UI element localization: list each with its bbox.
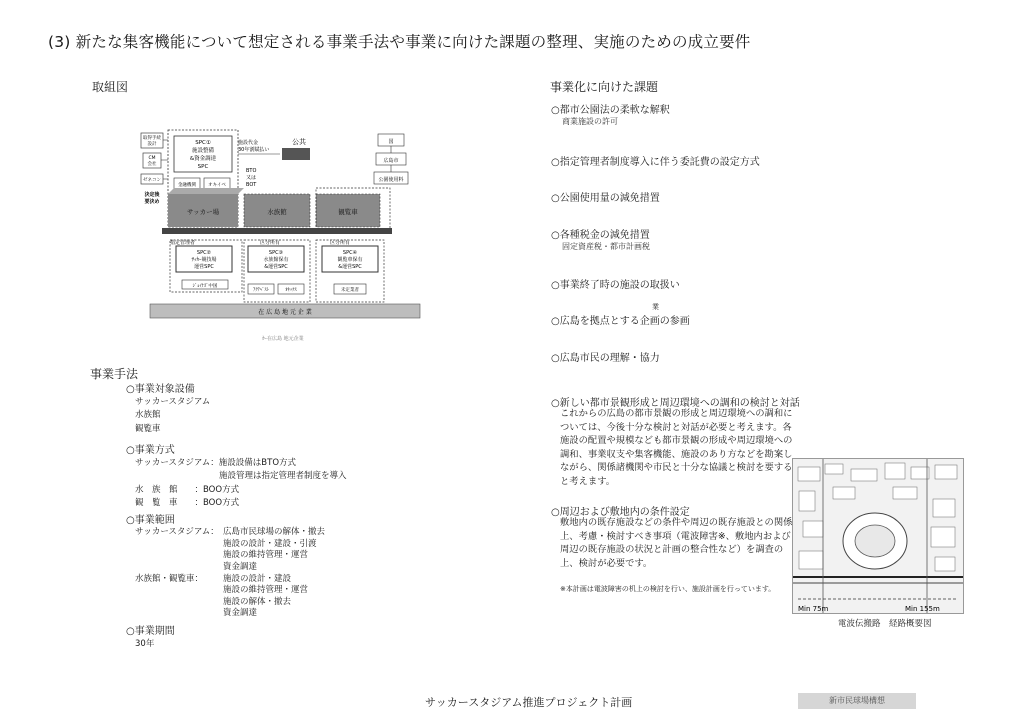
svg-text:取得手続: 取得手続 [143, 136, 161, 141]
issue-1: ○都市公園法の柔軟な解釈 [551, 105, 670, 116]
diagram-heading: 取組図 [92, 80, 129, 94]
scope-item: 施設の解体・撤去 [223, 596, 292, 607]
issues-heading: 事業化に向けた課題 [550, 80, 659, 94]
scope-item: 広島市民球場の解体・撤去 [223, 527, 326, 538]
scope-aq-label: 水族館・観覧車： [135, 573, 204, 584]
issue-1-sub: 商業施設の許可 [562, 117, 618, 126]
method-heading: ○事業方式 [126, 445, 175, 456]
svg-text:Min 155m: Min 155m [905, 605, 940, 613]
scope-stadium-label: サッカースタジアム： [135, 527, 219, 538]
svg-text:設計: 設計 [147, 142, 157, 147]
svg-text:&運営SPC: &運営SPC [264, 264, 288, 270]
svg-text:公共: 公共 [292, 138, 306, 146]
svg-text:SPC: SPC [197, 164, 209, 170]
svg-text:運営SPC: 運営SPC [194, 264, 214, 270]
svg-text:サッカー場: サッカー場 [186, 208, 220, 216]
footer-stamp: 新市民球場構想 [798, 693, 916, 709]
scope-section [126, 514, 325, 620]
svg-text:ｶｰ在広島 地元企業: ｶｰ在広島 地元企業 [262, 336, 304, 342]
footer-title: サッカースタジアム推進プロジェクト計画 [425, 696, 633, 709]
site-map-svg [793, 459, 963, 613]
facility-item: 水族館 [135, 410, 161, 421]
issue-7: ○広島市民の理解・協力 [551, 353, 660, 364]
issue-5: ○事業終了時の施設の取扱い [551, 280, 680, 291]
svg-text:30年割賦払い: 30年割賦払い [238, 147, 270, 153]
svg-text:&運営SPC: &運営SPC [338, 264, 362, 270]
svg-text:未定業者: 未定業者 [341, 288, 359, 293]
scope-heading: ○事業範囲 [126, 515, 175, 526]
svg-text:会社: 会社 [147, 162, 157, 167]
issue-6-mark: 業 [652, 303, 659, 311]
scheme-diagram [140, 128, 430, 353]
svg-text:SPC③: SPC③ [268, 250, 284, 256]
svg-text:施設代金: 施設代金 [238, 140, 259, 146]
svg-text:BOT: BOT [246, 182, 257, 188]
svg-text:水族館: 水族館 [267, 208, 287, 216]
scope-item: 資金調達 [223, 608, 258, 619]
svg-text:又は: 又は [246, 175, 257, 181]
methods-heading: 事業手法 [90, 367, 139, 381]
issue-2: ○指定管理者制度導入に伴う委託費の設定方式 [551, 157, 760, 168]
svg-text:区分所有: 区分所有 [330, 240, 351, 246]
issue-8-body: これからの広島の都市景観の形成と周辺環境への調和については、今後十分な検討と対話が必要と考えます。各施設の配置や規模なども都市景観の形成や周辺環境への調和、事業収支や集客機能、施設のあり方などを勘案しながら、関係諸機関や市民と十分な協議と検討を要すると考えます。 [560, 408, 793, 487]
page-title: (3) 新たな集客機能について想定される事業手法や事業に向けた課題の整理、実施のための成立要件 [48, 33, 751, 51]
svg-text:ｼﾞｮｲﾅｽﾞ中国: ｼﾞｮｲﾅｽﾞ中国 [192, 284, 218, 289]
svg-text:在 広 島 地 元 企 業: 在 広 島 地 元 企 業 [258, 309, 312, 316]
svg-text:観覧車保有: 観覧車保有 [337, 257, 363, 263]
issue-4-sub: 固定資産税・都市計画税 [562, 242, 650, 251]
svg-text:BTO: BTO [246, 168, 257, 174]
svg-text:広島市: 広島市 [383, 158, 399, 164]
method-line: 観 覧 車 ：BOO方式 [135, 497, 240, 508]
svg-text:金融機関: 金融機関 [178, 183, 196, 188]
issue-4: ○各種税金の減免措置 [551, 230, 650, 241]
scope-item: 施設の設計・建設・引渡 [223, 538, 317, 549]
facility-item: サッカースタジアム [135, 397, 211, 408]
issue-6: ○広島を拠点とする企画の参画 [551, 316, 690, 327]
issue-9-body: 敷地内の既存施設などの条件や周辺の既存施設との関係上、考慮・検討すべき事項（電波障害※、敷地内および周辺の既存施設の状況と計画の整合性など）を調査の上、検討が必要です。 [560, 517, 793, 569]
period-heading: ○事業期間 [126, 626, 175, 637]
svg-text:水族館保有: 水族館保有 [263, 257, 289, 263]
svg-text:SPC④: SPC④ [342, 250, 358, 256]
scope-item: 施設の維持管理・運営 [223, 585, 309, 596]
facilities-heading: ○事業対象設備 [126, 384, 195, 395]
method-section [126, 444, 347, 510]
svg-text:CM: CM [148, 156, 156, 161]
issue-9: ○周辺および敷地内の条件設定 [551, 507, 690, 518]
issue-8: ○新しい都市景観形成と周辺環境への調和の検討と対話 [551, 398, 800, 409]
scope-item: 施設の維持管理・運営 [223, 550, 309, 561]
svg-text:国: 国 [388, 139, 394, 145]
method-line: 水 族 館 ：BOO方式 [135, 484, 240, 495]
facility-item: 観覧車 [135, 423, 161, 434]
svg-text:SPC②: SPC② [196, 250, 212, 256]
svg-text:&資金調達: &資金調達 [189, 156, 217, 162]
svg-text:Min 75m: Min 75m [798, 605, 829, 613]
svg-text:ｱｸｱﾍﾞｽﾄ: ｱｸｱﾍﾞｽﾄ [253, 288, 269, 293]
svg-text:ｻｯｶｰ競技場: ｻｯｶｰ競技場 [191, 257, 217, 263]
svg-text:SPC①: SPC① [195, 140, 211, 146]
facilities-section [126, 383, 210, 436]
svg-text:公園使用料: 公園使用料 [378, 177, 404, 183]
svg-text:決定後: 決定後 [144, 192, 160, 198]
svg-text:観覧車: 観覧車 [338, 208, 358, 216]
svg-text:施設整備: 施設整備 [191, 148, 215, 154]
svg-text:ゼネコン: ゼネコン [143, 178, 161, 183]
svg-text:オキイベ: オキイベ [208, 183, 226, 188]
svg-text:指定管理者: 指定管理者 [170, 240, 196, 246]
method-line: 施設管理は指定管理者制度を導入 [219, 471, 347, 482]
scope-item: 施設の設計・建設 [223, 573, 292, 584]
svg-text:要決め: 要決め [144, 199, 160, 205]
scope-item: 資金調達 [223, 561, 258, 572]
svg-text:区分所有: 区分所有 [260, 240, 281, 246]
svg-text:ｵｷｯｸｽ: ｵｷｯｸｽ [285, 288, 297, 293]
site-map [792, 458, 964, 614]
period-section [126, 625, 175, 651]
map-caption: 電波伝搬路 経路概要図 [838, 619, 932, 629]
method-line: サッカースタジアム：施設設備はBTO方式 [135, 458, 297, 469]
scheme-diagram-svg [140, 128, 430, 353]
issue-3: ○公園使用量の減免措置 [551, 193, 660, 204]
footnote: ※本計画は電波障害の机上の検討を行い、施設計画を行っています。 [560, 585, 776, 593]
period-value: 30年 [135, 639, 155, 650]
